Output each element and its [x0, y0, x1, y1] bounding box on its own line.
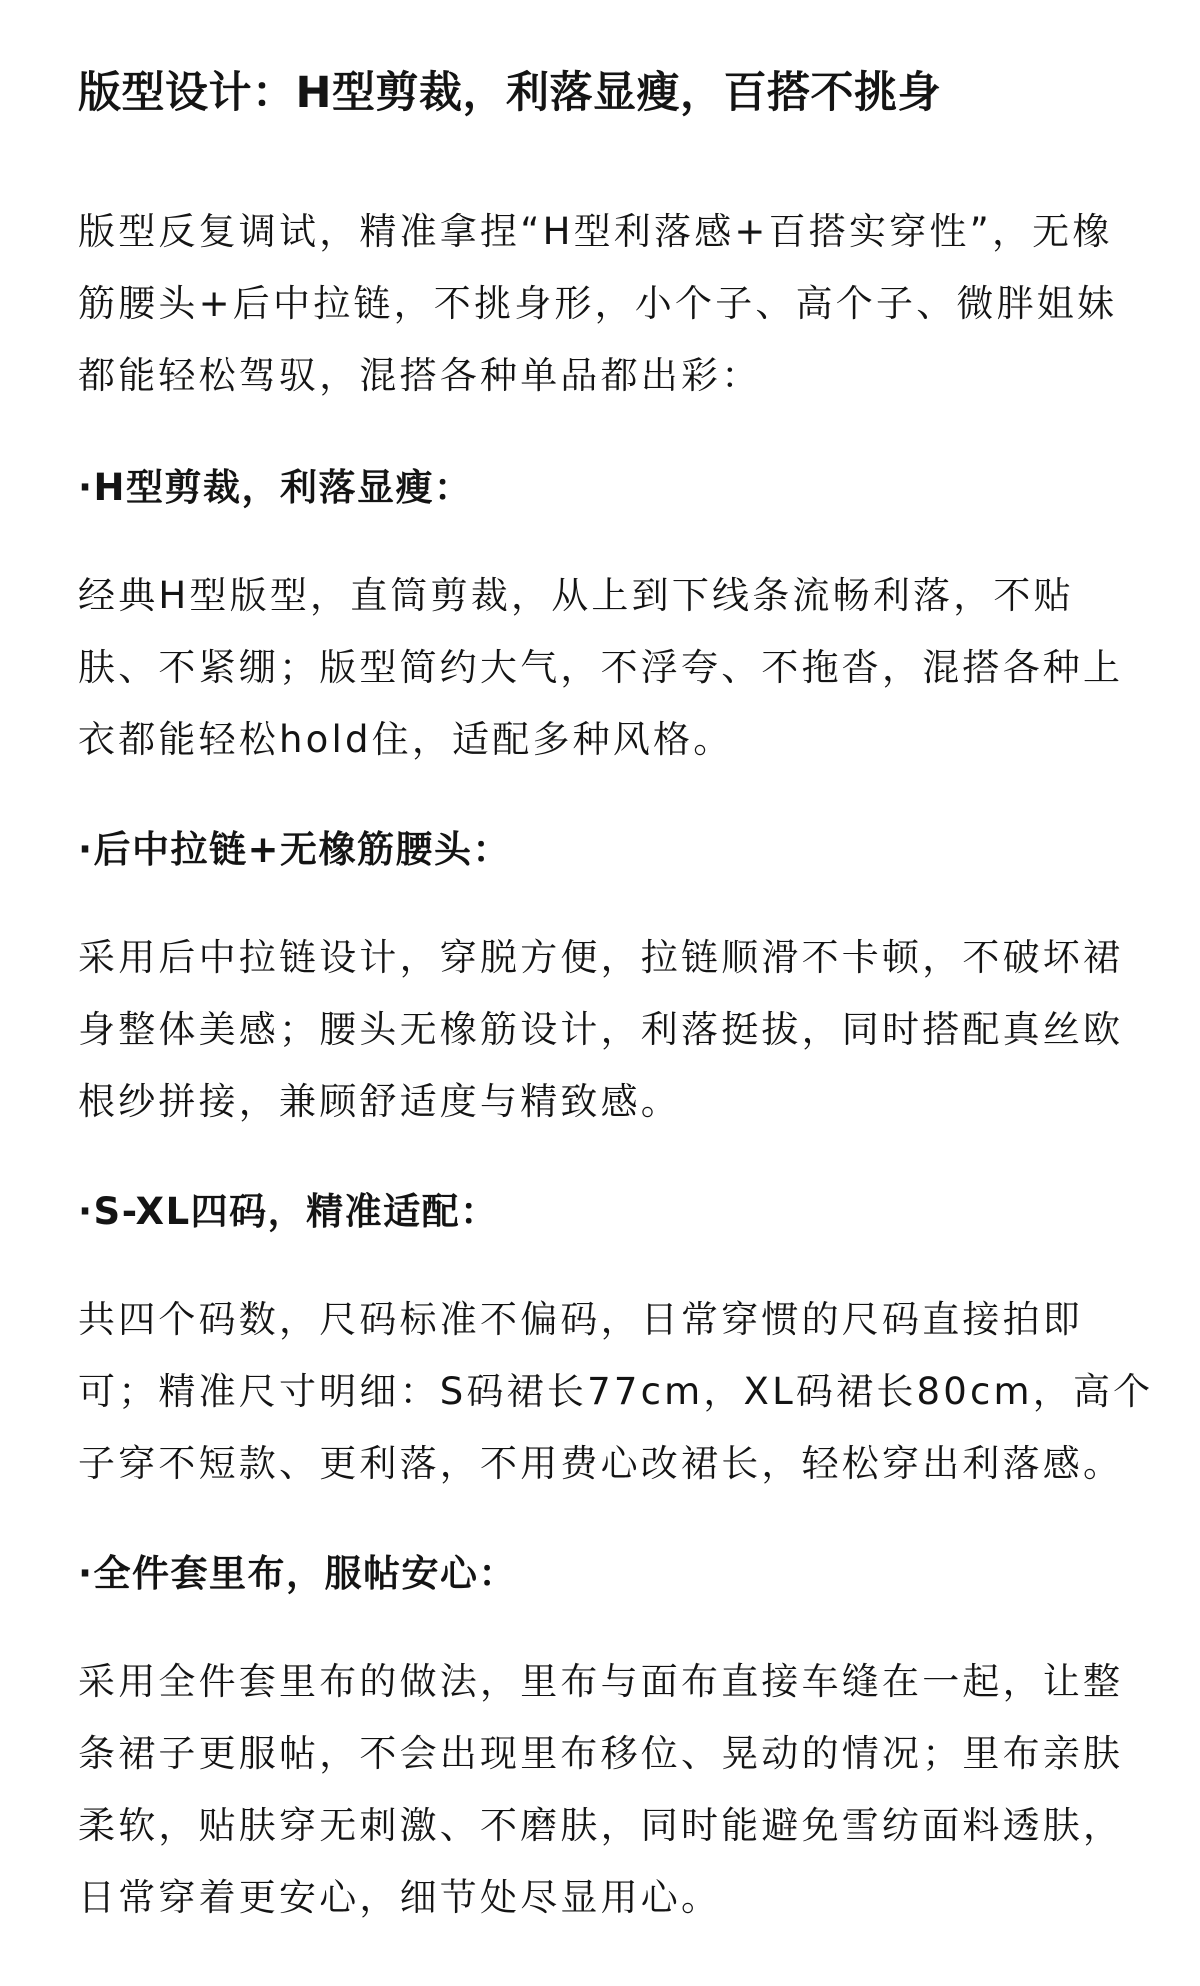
intro-line: 版型反复调试，精准拿捏“H型利落感+百搭实穿性”，无橡 [78, 210, 1113, 253]
section-body-sizes [78, 1284, 1153, 1500]
intro-paragraph [78, 196, 1117, 412]
section-heading-lining: ·全件套里布，服帖安心： [78, 1552, 518, 1595]
body-line: 共四个码数，尺码标准不偏码，日常穿惯的尺码直接拍即 [78, 1298, 1083, 1341]
body-line: 柔软，贴肤穿无刺激、不磨肤，同时能避免雪纺面料透肤， [78, 1804, 1124, 1847]
section-heading-zipper: ·后中拉链+无橡筋腰头： [78, 828, 512, 871]
intro-line: 筋腰头+后中拉链，不挑身形，小个子、高个子、微胖姐妹 [78, 282, 1118, 325]
section-body-lining [78, 1646, 1123, 1934]
page-title: 版型设计：H型剪裁，利落显瘦，百搭不挑身 [78, 68, 941, 118]
body-line: 衣都能轻松hold住，适配多种风格。 [78, 718, 734, 761]
body-line: 身整体美感；腰头无橡筋设计，利落挺拔，同时搭配真丝欧 [78, 1008, 1124, 1051]
body-line: 子穿不短款、更利落，不用费心改裙长，轻松穿出利落感。 [78, 1442, 1124, 1485]
body-line: 根纱拼接，兼顾舒适度与精致感。 [78, 1080, 681, 1123]
section-body-zipper [78, 922, 1123, 1138]
section-body-h-cut [78, 560, 1123, 776]
intro-line: 都能轻松驾驭，混搭各种单品都出彩： [78, 354, 762, 397]
body-line: 肤、不紧绷；版型简约大气，不浮夸、不拖沓，混搭各种上 [78, 646, 1124, 689]
section-heading-h-cut: ·H型剪裁，利落显瘦： [78, 466, 473, 509]
section-heading-sizes: ·S-XL四码，精准适配： [78, 1190, 499, 1233]
body-line: 日常穿着更安心，细节处尽显用心。 [78, 1876, 722, 1919]
body-line: 采用全件套里布的做法，里布与面布直接车缝在一起，让整 [78, 1660, 1124, 1703]
body-line: 可；精准尺寸明细：S码裙长77cm，XL码裙长80cm，高个 [78, 1370, 1154, 1413]
body-line: 采用后中拉链设计，穿脱方便，拉链顺滑不卡顿，不破坏裙 [78, 936, 1124, 979]
body-line: 经典H型版型，直筒剪裁，从上到下线条流畅利落，不贴 [78, 574, 1074, 617]
body-line: 条裙子更服帖，不会出现里布移位、晃动的情况；里布亲肤 [78, 1732, 1124, 1775]
